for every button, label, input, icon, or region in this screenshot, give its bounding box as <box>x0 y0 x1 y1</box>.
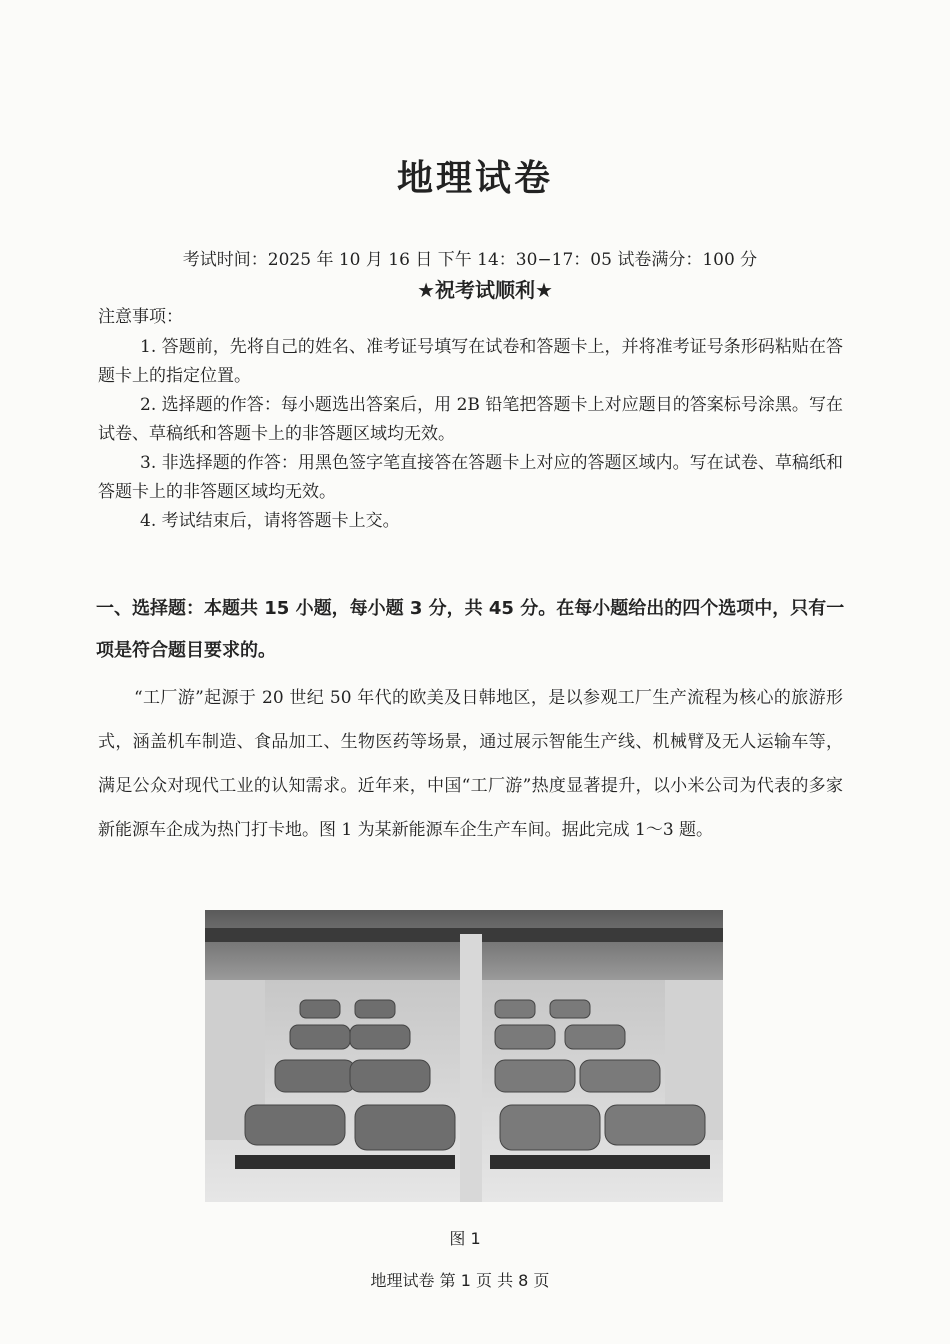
reading-passage <box>98 676 843 852</box>
factory-photo <box>205 910 723 1202</box>
page-footer: 地理试卷 第 1 页 共 8 页 <box>370 1271 550 1290</box>
notice-item: 2. 选择题的作答：每小题选出答案后，用 2B 铅笔把答题卡上对应题目的答案标号涂黑。写在试卷、草稿纸和答题卡上的非答题区域均无效。 <box>98 395 843 444</box>
page-title: 地理试卷 <box>396 158 553 199</box>
exam-meta: 考试时间：2025 年 10 月 16 日 下午 14：30−17：05 试卷满分：100 分 <box>182 250 758 270</box>
section-heading: 一、选择题：本题共 15 小题，每小题 3 分，共 45 分。在每小题给出的四个选项中，只有一项是符合题目要求的。 <box>96 598 845 661</box>
figure-caption: 图 1 <box>449 1229 481 1248</box>
passage-text: “工厂游”起源于 20 世纪 50 年代的欧美及日韩地区，是以参观工厂生产流程为核心的旅游形式，涵盖机车制造、食品加工、生物医药等场景，通过展示智能生产线、机械臂及无人运输车等，满足公众对现代工业的认知需求。近年来，中国“工厂游”热度显著提升，以小米公司为代表的多家新能源车企成为热门打卡地。图 1 为某新能源车企生产车间。据此完成 1～3 题。 <box>98 688 843 840</box>
notice-heading: 注意事项： <box>98 307 183 327</box>
notice-list <box>98 333 843 536</box>
blessing-line: ★祝考试顺利★ <box>417 278 553 302</box>
notice-item: 1. 答题前，先将自己的姓名、准考证号填写在试卷和答题卡上，并将准考证号条形码粘贴在答题卡上的指定位置。 <box>98 337 843 386</box>
notice-item: 3. 非选择题的作答：用黑色签字笔直接答在答题卡上对应的答题区域内。写在试卷、草稿纸和答题卡上的非答题区域均无效。 <box>98 453 843 502</box>
production-line-image <box>205 910 723 1202</box>
notice-item: 4. 考试结束后，请将答题卡上交。 <box>140 511 400 531</box>
